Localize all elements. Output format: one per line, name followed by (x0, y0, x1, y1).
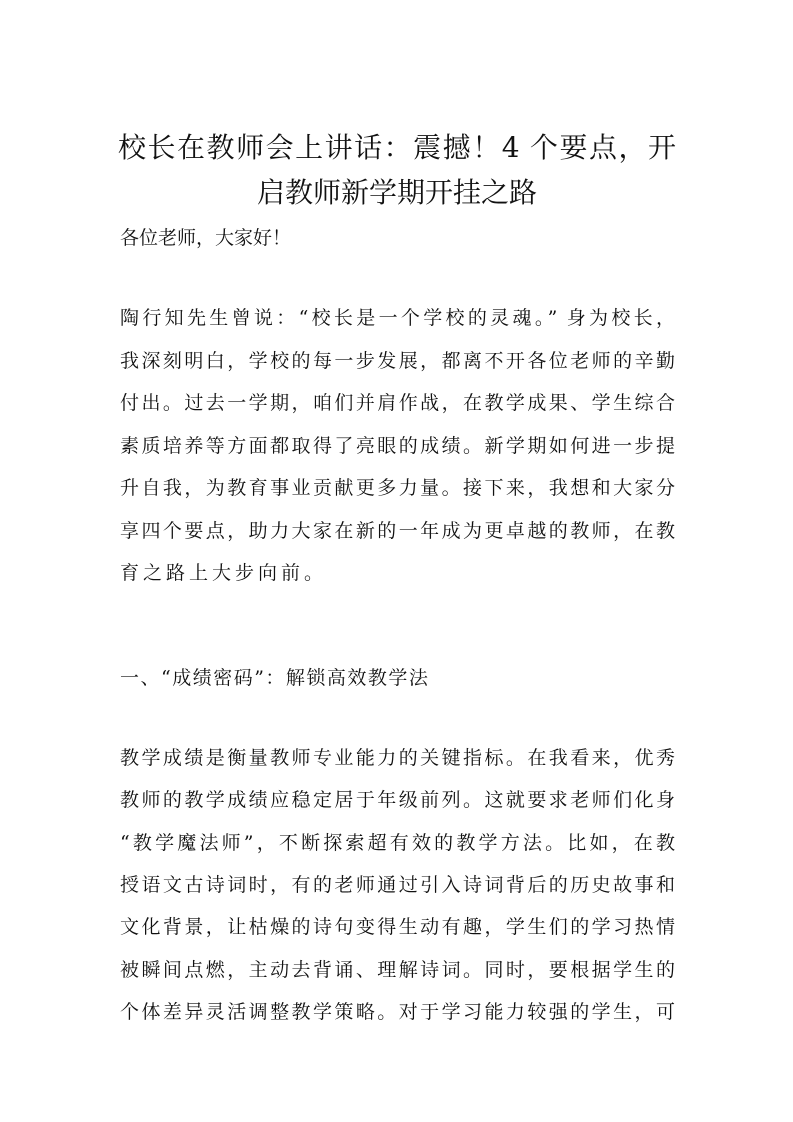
paragraph-line: 陶行知先生曾说：“校长是一个学校的灵魂。” 身为校长， (120, 307, 675, 329)
document-title-line-2: 启教师新学期开挂之路 (256, 176, 537, 209)
paragraph-line: 被瞬间点燃，主动去背诵、理解诗词。同时，要根据学生的 (120, 959, 675, 981)
paragraph-line: “教学魔法师”，不断探索超有效的教学方法。比如，在教 (120, 832, 675, 854)
paragraph-line: 付出。过去一学期，咱们并肩作战，在教学成果、学生综合 (120, 392, 675, 414)
paragraph-line: 教学成绩是衡量教师专业能力的关键指标。在我看来，优秀 (120, 747, 675, 769)
paragraph-line: 享四个要点，助力大家在新的一年成为更卓越的教师，在教 (120, 520, 675, 542)
paragraph-line: 育之路上大步向前。 (120, 562, 328, 584)
paragraph-line: 我深刻明白，学校的每一步发展，都离不开各位老师的辛勤 (120, 350, 675, 372)
paragraph-line: 升自我，为教育事业贡献更多力量。接下来，我想和大家分 (120, 477, 675, 499)
document-title-line-1: 校长在教师会上讲话：震撼！4 个要点，开 (118, 131, 676, 164)
paragraph-line: 文化背景，让枯燥的诗句变得生动有趣，学生们的学习热情 (120, 916, 675, 938)
paragraph-line: 教师的教学成绩应稳定居于年级前列。这就要求老师们化身 (120, 789, 675, 811)
section-heading: 一、“成绩密码”：解锁高效教学法 (120, 667, 430, 689)
paragraph-line: 素质培养等方面都取得了亮眼的成绩。新学期如何进一步提 (120, 435, 675, 457)
paragraph-line: 个体差异灵活调整教学策略。对于学习能力较强的学生，可 (120, 1001, 675, 1023)
paragraph-line: 授语文古诗词时，有的老师通过引入诗词背后的历史故事和 (120, 874, 675, 896)
greeting: 各位老师，大家好！ (120, 227, 292, 249)
